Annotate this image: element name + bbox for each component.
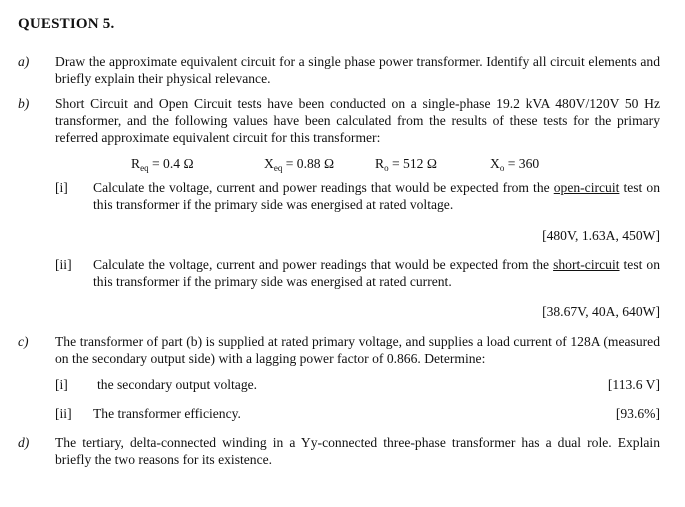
part-d-label: d) [18,435,30,450]
part-b-ii-text [93,256,660,290]
param-xo-symbol: X [490,156,500,171]
param-xeq [264,155,334,172]
short-circuit-term: short-circuit [553,257,620,272]
part-a-text: Draw the approximate equivalent circuit for a single phase power transformer. Identify all circuit elements and briefly explain their physical relevance. [55,54,660,86]
param-ro-symbol: R [375,156,385,171]
part-b-i-text [93,179,660,213]
param-req-symbol: R [131,156,141,171]
part-b-i-text-before: Calculate the voltage, current and power readings that would be expected from the [93,180,554,195]
part-c-ii-label: [ii] [55,406,72,421]
param-req-subscript: eq [140,163,149,173]
part-c-text: The transformer of part (b) is supplied at rated primary voltage, and supplies a load current of 128A (measured on the secondary output side) with a lagging power factor of 0.866. Determine: [55,334,660,366]
param-xo-subscript: o [499,163,505,173]
part-b-ii-text-after: test on this transformer if the primary side was energised at rated current. [93,257,660,289]
param-xeq-subscript: eq [273,163,283,173]
param-xo-value: = 360 [507,156,540,171]
part-c-i-text: the secondary output voltage. [97,377,258,392]
param-xeq-value: = 0.88 Ω [285,156,335,171]
param-ro [375,155,437,172]
part-b-label: b) [18,96,30,111]
param-xo [490,155,539,172]
part-b-ii-answer: [38.67V, 40A, 640W] [542,304,660,319]
param-xeq-symbol: X [264,156,274,171]
param-ro-subscript: o [384,163,389,173]
question-title: QUESTION 5. [18,16,115,32]
part-c-ii-answer: [93.6%] [615,406,660,421]
part-c-ii-text: The transformer efficiency. [93,406,241,421]
open-circuit-term: open-circuit [553,180,620,195]
part-c-label: c) [18,334,29,349]
part-a-label: a) [18,54,30,69]
part-b-i-answer: [480V, 1.63A, 450W] [542,228,660,243]
part-c-i-answer: [113.6 V] [607,377,660,392]
part-b-ii-text-before: Calculate the voltage, current and power readings that would be expected from the [93,257,554,272]
part-b-i-text-after: test on this transformer if the primary side was energised at rated voltage. [93,180,660,212]
param-req-value: = 0.4 Ω [151,156,194,171]
part-c-i-label: [i] [55,377,68,392]
param-req [131,155,194,172]
param-ro-value: = 512 Ω [391,156,437,171]
part-d-text: The tertiary, delta-connected winding in a Yy-connected three-phase transformer has a dual role. Explain briefly the two reasons for its existence. [55,435,660,467]
part-b-text: Short Circuit and Open Circuit tests have been conducted on a single-phase 19.2 kVA 480V/120V 50 Hz transformer, and the following values have been calculated from the results of these tests for the primary referred approximate equivalent circuit for this transformer: [55,96,660,145]
part-b-ii-label: [ii] [55,257,72,272]
part-b-i-label: [i] [55,180,68,195]
